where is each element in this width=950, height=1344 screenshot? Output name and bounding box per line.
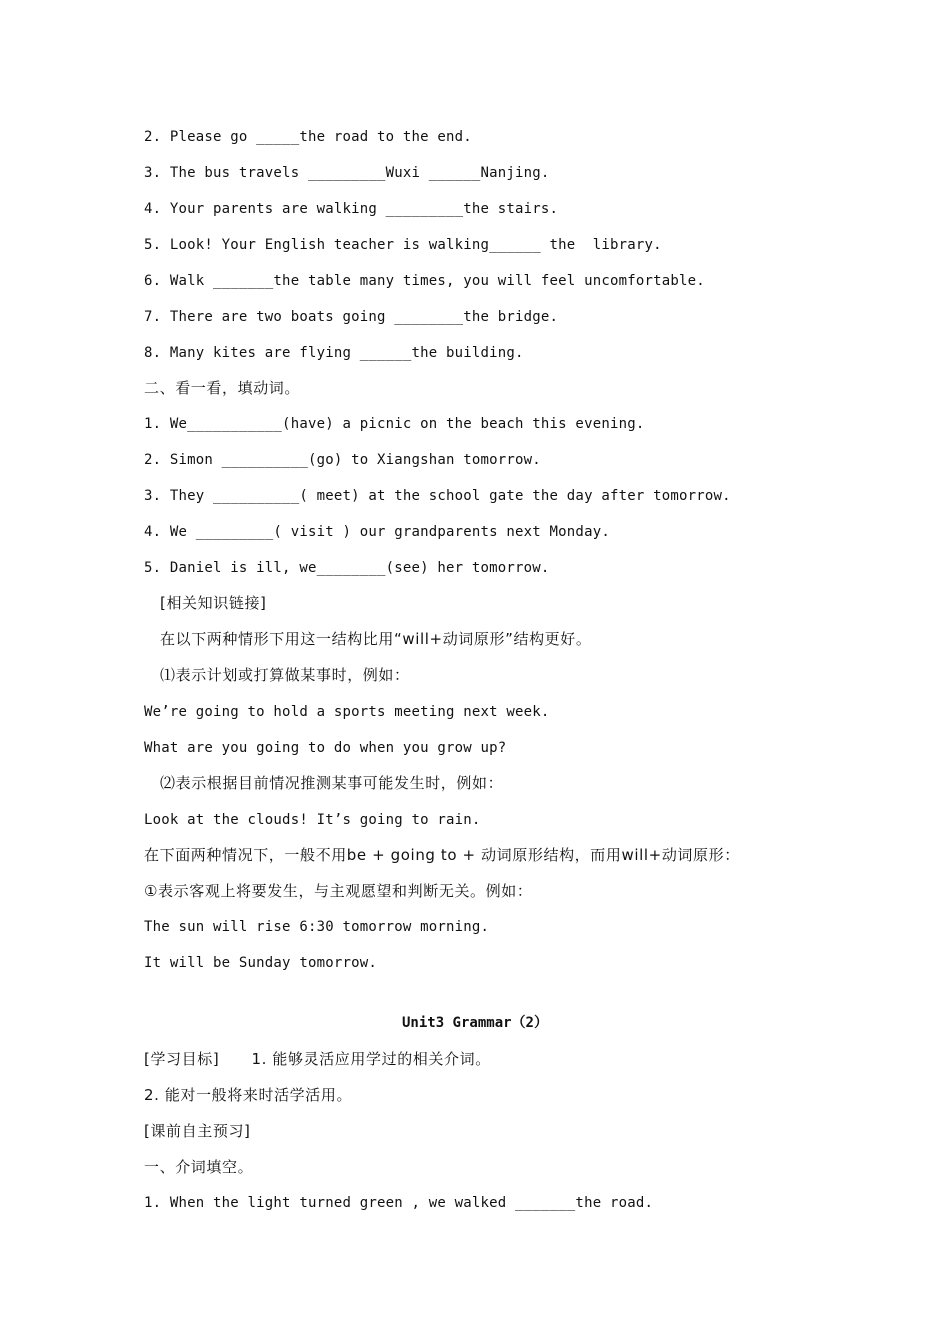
case1-example-2: What are you going to do when you grow up? [144,740,507,756]
exercise2-item-3: 3. They __________( meet) at the school gate the day after tomorrow. [144,488,731,504]
preview-item-1: 1. When the light turned green , we walked _______the road. [144,1195,654,1211]
contrast-example-2: It will be Sunday tomorrow. [144,955,377,971]
exercise1-item-4: 4. Your parents are walking _________the stairs. [144,201,559,217]
knowledge-contrast-case1: ①表示客观上将要发生，与主观愿望和判断无关。例如： [144,882,533,900]
knowledge-heading: [相关知识链接] [160,594,267,612]
exercise2-item-4: 4. We _________( visit ) our grandparents next Monday. [144,524,610,540]
knowledge-case2: ⑵表示根据目前情况推测某事可能发生时，例如： [160,774,504,792]
exercise2-item-1: 1. We___________(have) a picnic on the beach this evening. [144,416,645,432]
goals-line-2: 2. 能对一般将来时活学活用。 [144,1086,353,1104]
knowledge-contrast: 在下面两种情况下，一般不用be + going to + 动词原形结构，而用will+动词原形： [144,846,740,864]
knowledge-intro: 在以下两种情形下用这一结构比用“will+动词原形”结构更好。 [160,630,592,648]
unit-title: Unit3 Grammar（2） [401,1015,548,1031]
knowledge-case1: ⑴表示计划或打算做某事时，例如： [160,666,410,684]
goals-line-1: [学习目标] 1. 能够灵活应用学过的相关介词。 [144,1050,491,1068]
case1-example-1: We’re going to hold a sports meeting next week. [144,704,550,720]
exercise1-item-3: 3. The bus travels _________Wuxi ______Nanjing. [144,165,550,181]
contrast-example-1: The sun will rise 6:30 tomorrow morning. [144,919,490,935]
case2-example-1: Look at the clouds! It’s going to rain. [144,812,481,828]
preview-section1: 一、介词填空。 [144,1158,254,1176]
exercise1-item-8: 8. Many kites are flying ______the building. [144,345,524,361]
exercise2-item-2: 2. Simon __________(go) to Xiangshan tomorrow. [144,452,541,468]
exercise1-item-5: 5. Look! Your English teacher is walking______ the library. [144,237,662,253]
exercise1-item-6: 6. Walk _______the table many times, you will feel uncomfortable. [144,273,705,289]
exercise1-item-7: 7. There are two boats going ________the bridge. [144,309,559,325]
exercise2-item-5: 5. Daniel is ill, we________(see) her tomorrow. [144,560,550,576]
exercise1-item-2: 2. Please go _____the road to the end. [144,129,472,145]
exercise2-heading: 二、看一看，填动词。 [144,379,301,397]
preview-heading: [课前自主预习] [144,1122,251,1140]
